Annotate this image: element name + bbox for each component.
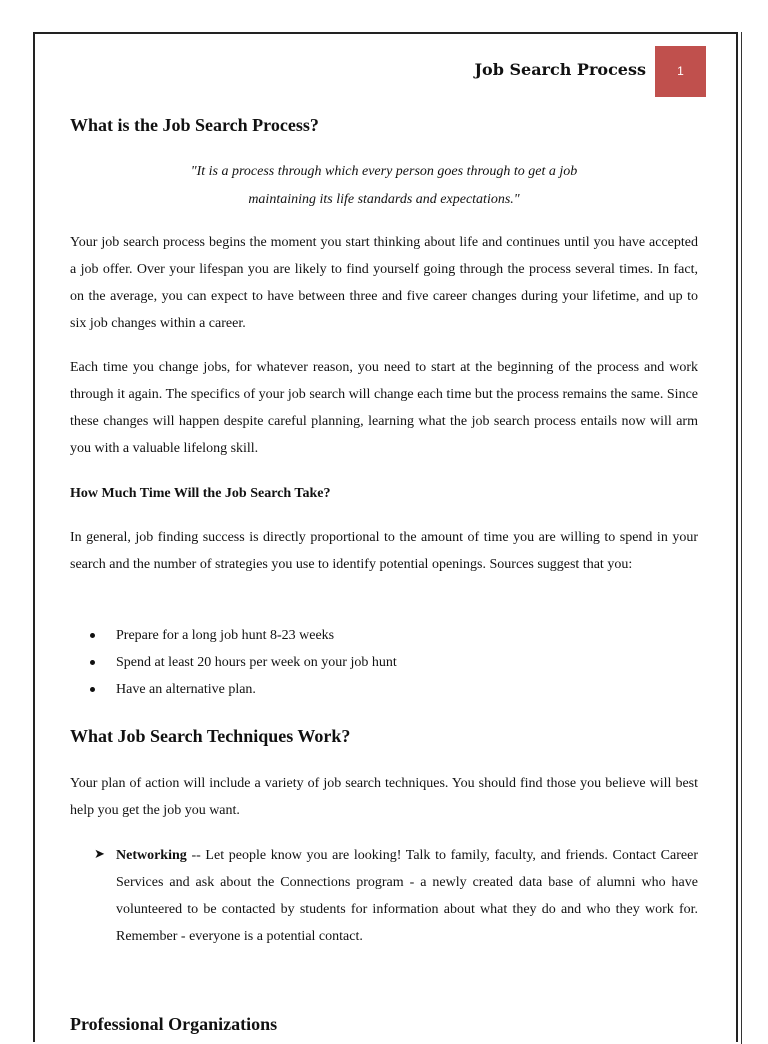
paragraph-change-jobs: Each time you change jobs, for whatever reason, you need to start at the beginning of the process and work through it again. The specifics of your job search will change each time but the process remains the same. Since these changes will happen despite careful planning, learning what the job search process entails now will arm you with a valuable lifelong skill.	[70, 360, 698, 456]
arrow-bullet-icon: ➤	[94, 846, 105, 861]
paragraph-time: In general, job finding success is directly proportional to the amount of time you are willing to spend in your search and the number of strategies you use to identify potential openings. Sources suggest that you:	[70, 530, 698, 572]
list-item: Prepare for a long job hunt 8-23 weeks	[70, 622, 698, 649]
cutoff-heading: Professional Organizations	[70, 1014, 278, 1034]
header-title: Job Search Process	[474, 60, 646, 79]
quote-line-2: maintaining its life standards and expectations."	[248, 192, 520, 207]
networking-label: Networking	[116, 848, 187, 863]
list-item: Spend at least 20 hours per week on your job hunt	[70, 649, 698, 676]
bullet-dot-icon	[90, 633, 95, 638]
subheading-time: How Much Time Will the Job Search Take?	[70, 486, 331, 501]
bullet-dot-icon	[90, 660, 95, 665]
paragraph-techniques: Your plan of action will include a variety of job search techniques. You should find those you believe will best help you get the job you want.	[70, 776, 698, 818]
section-heading-techniques: What Job Search Techniques Work?	[70, 726, 351, 746]
list-item: Have an alternative plan.	[70, 676, 698, 703]
quote-line-1: "It is a process through which every person goes through to get a job	[190, 164, 578, 179]
networking-item	[70, 842, 698, 950]
networking-text: -- Let people know you are looking! Talk to family, faculty, and friends. Contact Career Services and ask about the Connections program - a newly created data base of alumni who have volunteered to be contacted by students for information about what they do and who they work for. Remember - everyone is a potential contact.	[116, 848, 698, 944]
bullet-list	[70, 622, 698, 703]
page-number-badge: 1	[655, 46, 706, 97]
section-heading-job-search-process: What is the Job Search Process?	[70, 115, 319, 135]
page-border-inner-line	[741, 32, 742, 1044]
bullet-dot-icon	[90, 687, 95, 692]
paragraph-intro: Your job search process begins the moment you start thinking about life and continues until you have accepted a job offer. Over your lifespan you are likely to find yourself going through the process several times. In fact, on the average, you can expect to have between three and five career changes during your lifetime, and up to six job changes within a career.	[70, 235, 698, 331]
quote	[120, 158, 648, 214]
